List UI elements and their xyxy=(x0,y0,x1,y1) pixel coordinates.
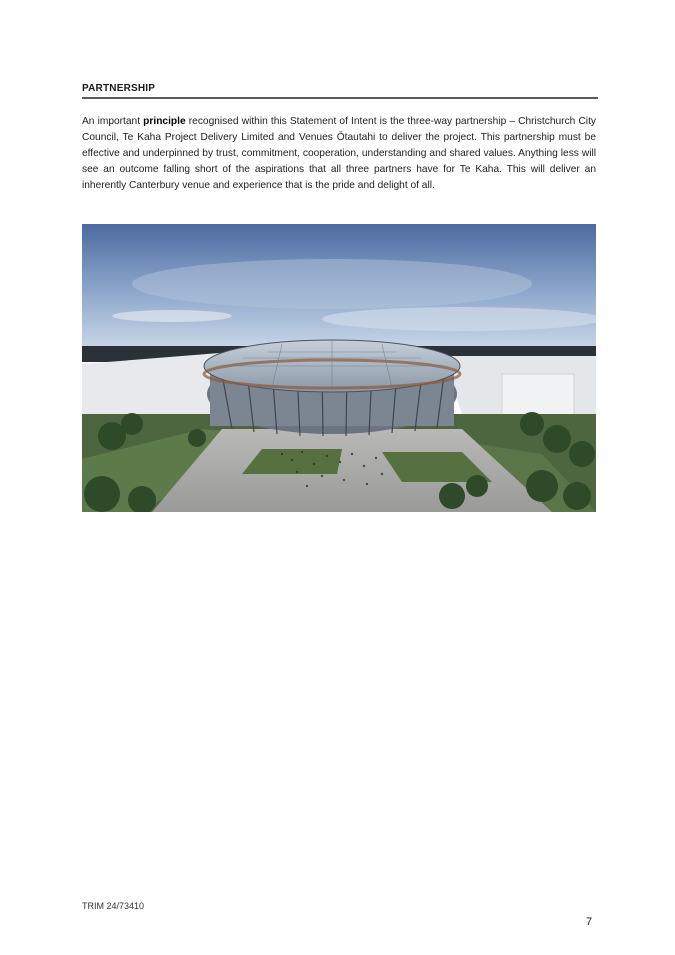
stadium-rendering-image xyxy=(82,224,596,512)
section-heading: PARTNERSHIP xyxy=(82,83,598,99)
paragraph-emphasis: principle xyxy=(143,116,186,127)
paragraph-prefix: An important xyxy=(82,116,144,127)
page-number: 7 xyxy=(586,916,593,928)
body-paragraph xyxy=(82,114,596,194)
paragraph-suffix: recognised within this Statement of Intent is the three-way partnership – Christchurch City Council, Te Kaha Project Delivery Limited and Venues Ōtautahi to deliver the project. This partnership must be effective and underpinned by trust, commitment, cooperation, understanding and shared values. Anything less will see an outcome falling short of the aspirations that all three partners have for Te Kaha. This will deliver an inherently Canterbury venue and experience that is the pride and delight of all. xyxy=(82,116,596,191)
stadium-illustration xyxy=(82,224,596,512)
trim-reference: TRIM 24/73410 xyxy=(82,901,145,911)
